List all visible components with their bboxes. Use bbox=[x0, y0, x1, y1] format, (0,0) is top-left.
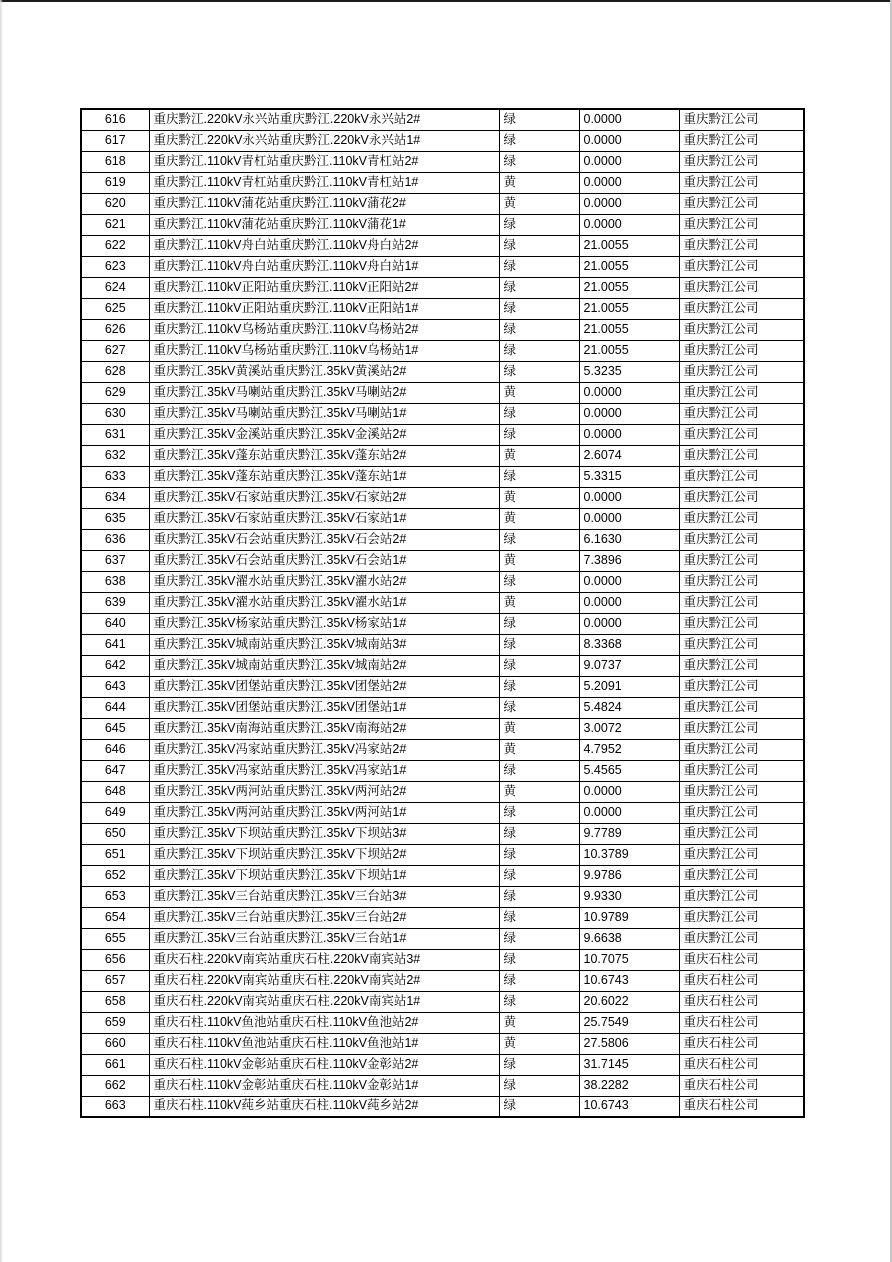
status-color: 绿 bbox=[499, 613, 579, 634]
row-number: 620 bbox=[81, 193, 149, 214]
company-name: 重庆石柱公司 bbox=[679, 991, 804, 1012]
value: 21.0055 bbox=[579, 277, 679, 298]
value: 10.6743 bbox=[579, 1096, 679, 1117]
table-row bbox=[81, 970, 804, 991]
status-color: 黄 bbox=[499, 1012, 579, 1033]
station-name: 重庆黔江.35kV濯水站重庆黔江.35kV濯水站1# bbox=[149, 592, 499, 613]
table-row bbox=[81, 1096, 804, 1117]
table-row bbox=[81, 487, 804, 508]
status-color: 绿 bbox=[499, 823, 579, 844]
status-color: 绿 bbox=[499, 886, 579, 907]
status-color: 黄 bbox=[499, 487, 579, 508]
row-number: 663 bbox=[81, 1096, 149, 1117]
station-name: 重庆黔江.35kV城南站重庆黔江.35kV城南站2# bbox=[149, 655, 499, 676]
value: 10.3789 bbox=[579, 844, 679, 865]
table-body bbox=[81, 109, 804, 1117]
row-number: 639 bbox=[81, 592, 149, 613]
company-name: 重庆石柱公司 bbox=[679, 1075, 804, 1096]
table-row bbox=[81, 151, 804, 172]
value: 10.6743 bbox=[579, 970, 679, 991]
table-row bbox=[81, 907, 804, 928]
value: 0.0000 bbox=[579, 592, 679, 613]
company-name: 重庆黔江公司 bbox=[679, 109, 804, 130]
row-number: 638 bbox=[81, 571, 149, 592]
value: 25.7549 bbox=[579, 1012, 679, 1033]
table-row bbox=[81, 193, 804, 214]
station-name: 重庆黔江.110kV正阳站重庆黔江.110kV正阳站1# bbox=[149, 298, 499, 319]
status-color: 绿 bbox=[499, 235, 579, 256]
status-color: 绿 bbox=[499, 970, 579, 991]
table-row bbox=[81, 1012, 804, 1033]
company-name: 重庆石柱公司 bbox=[679, 1054, 804, 1075]
row-number: 646 bbox=[81, 739, 149, 760]
row-number: 657 bbox=[81, 970, 149, 991]
company-name: 重庆黔江公司 bbox=[679, 865, 804, 886]
table-row bbox=[81, 676, 804, 697]
company-name: 重庆黔江公司 bbox=[679, 193, 804, 214]
table-row bbox=[81, 550, 804, 571]
value: 8.3368 bbox=[579, 634, 679, 655]
company-name: 重庆黔江公司 bbox=[679, 277, 804, 298]
table-row bbox=[81, 634, 804, 655]
status-color: 绿 bbox=[499, 760, 579, 781]
company-name: 重庆石柱公司 bbox=[679, 1012, 804, 1033]
value: 9.0737 bbox=[579, 655, 679, 676]
company-name: 重庆黔江公司 bbox=[679, 445, 804, 466]
station-name: 重庆黔江.35kV濯水站重庆黔江.35kV濯水站2# bbox=[149, 571, 499, 592]
row-number: 642 bbox=[81, 655, 149, 676]
row-number: 658 bbox=[81, 991, 149, 1012]
table-row bbox=[81, 739, 804, 760]
row-number: 624 bbox=[81, 277, 149, 298]
value: 2.6074 bbox=[579, 445, 679, 466]
table-row bbox=[81, 1054, 804, 1075]
station-name: 重庆石柱.220kV南宾站重庆石柱.220kV南宾站1# bbox=[149, 991, 499, 1012]
status-color: 绿 bbox=[499, 214, 579, 235]
company-name: 重庆石柱公司 bbox=[679, 1033, 804, 1054]
company-name: 重庆黔江公司 bbox=[679, 781, 804, 802]
row-number: 662 bbox=[81, 1075, 149, 1096]
value: 0.0000 bbox=[579, 781, 679, 802]
status-color: 黄 bbox=[499, 382, 579, 403]
table-row bbox=[81, 613, 804, 634]
row-number: 636 bbox=[81, 529, 149, 550]
company-name: 重庆黔江公司 bbox=[679, 235, 804, 256]
table-row bbox=[81, 1075, 804, 1096]
status-color: 绿 bbox=[499, 298, 579, 319]
row-number: 641 bbox=[81, 634, 149, 655]
value: 0.0000 bbox=[579, 571, 679, 592]
row-number: 640 bbox=[81, 613, 149, 634]
table-row bbox=[81, 319, 804, 340]
company-name: 重庆黔江公司 bbox=[679, 928, 804, 949]
company-name: 重庆黔江公司 bbox=[679, 592, 804, 613]
page-top-edge bbox=[0, 0, 892, 2]
company-name: 重庆黔江公司 bbox=[679, 739, 804, 760]
row-number: 652 bbox=[81, 865, 149, 886]
station-name: 重庆黔江.110kV正阳站重庆黔江.110kV正阳站2# bbox=[149, 277, 499, 298]
row-number: 631 bbox=[81, 424, 149, 445]
table-row bbox=[81, 571, 804, 592]
station-name: 重庆黔江.35kV下坝站重庆黔江.35kV下坝站3# bbox=[149, 823, 499, 844]
status-color: 绿 bbox=[499, 361, 579, 382]
table-row bbox=[81, 655, 804, 676]
company-name: 重庆黔江公司 bbox=[679, 550, 804, 571]
value: 31.7145 bbox=[579, 1054, 679, 1075]
value: 0.0000 bbox=[579, 193, 679, 214]
company-name: 重庆黔江公司 bbox=[679, 214, 804, 235]
value: 0.0000 bbox=[579, 613, 679, 634]
value: 5.2091 bbox=[579, 676, 679, 697]
station-name: 重庆石柱.110kV鱼池站重庆石柱.110kV鱼池站2# bbox=[149, 1012, 499, 1033]
status-color: 黄 bbox=[499, 739, 579, 760]
table-row bbox=[81, 340, 804, 361]
status-color: 绿 bbox=[499, 655, 579, 676]
company-name: 重庆黔江公司 bbox=[679, 844, 804, 865]
row-number: 661 bbox=[81, 1054, 149, 1075]
table-row bbox=[81, 466, 804, 487]
company-name: 重庆黔江公司 bbox=[679, 802, 804, 823]
value: 7.3896 bbox=[579, 550, 679, 571]
table-row bbox=[81, 823, 804, 844]
value: 21.0055 bbox=[579, 340, 679, 361]
table-row bbox=[81, 298, 804, 319]
table-row bbox=[81, 214, 804, 235]
station-name: 重庆黔江.35kV南海站重庆黔江.35kV南海站2# bbox=[149, 718, 499, 739]
company-name: 重庆黔江公司 bbox=[679, 907, 804, 928]
value: 5.3235 bbox=[579, 361, 679, 382]
row-number: 627 bbox=[81, 340, 149, 361]
row-number: 637 bbox=[81, 550, 149, 571]
row-number: 633 bbox=[81, 466, 149, 487]
table-row bbox=[81, 781, 804, 802]
table-row bbox=[81, 235, 804, 256]
company-name: 重庆黔江公司 bbox=[679, 529, 804, 550]
company-name: 重庆黔江公司 bbox=[679, 466, 804, 487]
station-name: 重庆黔江.35kV石家站重庆黔江.35kV石家站2# bbox=[149, 487, 499, 508]
table-row bbox=[81, 928, 804, 949]
status-color: 绿 bbox=[499, 697, 579, 718]
company-name: 重庆黔江公司 bbox=[679, 319, 804, 340]
company-name: 重庆黔江公司 bbox=[679, 130, 804, 151]
row-number: 634 bbox=[81, 487, 149, 508]
value: 9.7789 bbox=[579, 823, 679, 844]
value: 4.7952 bbox=[579, 739, 679, 760]
station-name: 重庆黔江.35kV金溪站重庆黔江.35kV金溪站2# bbox=[149, 424, 499, 445]
table-row bbox=[81, 424, 804, 445]
row-number: 621 bbox=[81, 214, 149, 235]
status-color: 绿 bbox=[499, 928, 579, 949]
station-name: 重庆黔江.35kV杨家站重庆黔江.35kV杨家站1# bbox=[149, 613, 499, 634]
status-color: 绿 bbox=[499, 844, 579, 865]
value: 21.0055 bbox=[579, 319, 679, 340]
status-color: 黄 bbox=[499, 172, 579, 193]
station-name: 重庆黔江.35kV下坝站重庆黔江.35kV下坝站1# bbox=[149, 865, 499, 886]
row-number: 654 bbox=[81, 907, 149, 928]
station-name: 重庆黔江.35kV马喇站重庆黔江.35kV马喇站2# bbox=[149, 382, 499, 403]
status-color: 黄 bbox=[499, 718, 579, 739]
status-color: 绿 bbox=[499, 256, 579, 277]
row-number: 651 bbox=[81, 844, 149, 865]
value: 0.0000 bbox=[579, 130, 679, 151]
status-color: 绿 bbox=[499, 634, 579, 655]
value: 5.4824 bbox=[579, 697, 679, 718]
company-name: 重庆黔江公司 bbox=[679, 655, 804, 676]
station-name: 重庆黔江.35kV下坝站重庆黔江.35kV下坝站2# bbox=[149, 844, 499, 865]
station-name: 重庆黔江.35kV三台站重庆黔江.35kV三台站1# bbox=[149, 928, 499, 949]
row-number: 616 bbox=[81, 109, 149, 130]
status-color: 绿 bbox=[499, 277, 579, 298]
status-color: 绿 bbox=[499, 991, 579, 1012]
station-name: 重庆黔江.110kV舟白站重庆黔江.110kV舟白站2# bbox=[149, 235, 499, 256]
value: 0.0000 bbox=[579, 151, 679, 172]
company-name: 重庆石柱公司 bbox=[679, 1096, 804, 1117]
company-name: 重庆黔江公司 bbox=[679, 403, 804, 424]
station-name: 重庆石柱.110kV莼乡站重庆石柱.110kV莼乡站2# bbox=[149, 1096, 499, 1117]
station-name: 重庆黔江.35kV两河站重庆黔江.35kV两河站2# bbox=[149, 781, 499, 802]
status-color: 绿 bbox=[499, 403, 579, 424]
row-number: 656 bbox=[81, 949, 149, 970]
station-name: 重庆黔江.220kV永兴站重庆黔江.220kV永兴站2# bbox=[149, 109, 499, 130]
station-name: 重庆黔江.35kV团堡站重庆黔江.35kV团堡站2# bbox=[149, 676, 499, 697]
company-name: 重庆黔江公司 bbox=[679, 256, 804, 277]
station-name: 重庆黔江.110kV舟白站重庆黔江.110kV舟白站1# bbox=[149, 256, 499, 277]
status-color: 绿 bbox=[499, 949, 579, 970]
row-number: 660 bbox=[81, 1033, 149, 1054]
company-name: 重庆黔江公司 bbox=[679, 382, 804, 403]
station-name: 重庆黔江.110kV蒲花站重庆黔江.110kV蒲花2# bbox=[149, 193, 499, 214]
value: 0.0000 bbox=[579, 403, 679, 424]
status-color: 绿 bbox=[499, 907, 579, 928]
table-row bbox=[81, 403, 804, 424]
table-row bbox=[81, 508, 804, 529]
row-number: 630 bbox=[81, 403, 149, 424]
row-number: 625 bbox=[81, 298, 149, 319]
status-color: 绿 bbox=[499, 151, 579, 172]
station-name: 重庆黔江.110kV乌杨站重庆黔江.110kV乌杨站1# bbox=[149, 340, 499, 361]
station-name: 重庆黔江.35kV蓬东站重庆黔江.35kV蓬东站1# bbox=[149, 466, 499, 487]
station-name: 重庆黔江.35kV团堡站重庆黔江.35kV团堡站1# bbox=[149, 697, 499, 718]
value: 21.0055 bbox=[579, 235, 679, 256]
table-row bbox=[81, 361, 804, 382]
table-row bbox=[81, 277, 804, 298]
station-name: 重庆黔江.110kV蒲花站重庆黔江.110kV蒲花1# bbox=[149, 214, 499, 235]
table-row bbox=[81, 865, 804, 886]
status-color: 绿 bbox=[499, 865, 579, 886]
value: 27.5806 bbox=[579, 1033, 679, 1054]
row-number: 653 bbox=[81, 886, 149, 907]
company-name: 重庆黔江公司 bbox=[679, 634, 804, 655]
company-name: 重庆黔江公司 bbox=[679, 760, 804, 781]
row-number: 632 bbox=[81, 445, 149, 466]
table-row bbox=[81, 109, 804, 130]
company-name: 重庆黔江公司 bbox=[679, 172, 804, 193]
status-color: 黄 bbox=[499, 193, 579, 214]
status-color: 绿 bbox=[499, 802, 579, 823]
value: 10.7075 bbox=[579, 949, 679, 970]
value: 3.0072 bbox=[579, 718, 679, 739]
station-name: 重庆黔江.35kV石会站重庆黔江.35kV石会站1# bbox=[149, 550, 499, 571]
station-name: 重庆黔江.35kV马喇站重庆黔江.35kV马喇站1# bbox=[149, 403, 499, 424]
row-number: 643 bbox=[81, 676, 149, 697]
company-name: 重庆黔江公司 bbox=[679, 718, 804, 739]
station-name: 重庆黔江.35kV三台站重庆黔江.35kV三台站3# bbox=[149, 886, 499, 907]
table-row bbox=[81, 760, 804, 781]
row-number: 617 bbox=[81, 130, 149, 151]
value: 5.3315 bbox=[579, 466, 679, 487]
company-name: 重庆黔江公司 bbox=[679, 340, 804, 361]
status-color: 绿 bbox=[499, 424, 579, 445]
station-name: 重庆黔江.110kV青杠站重庆黔江.110kV青杠站2# bbox=[149, 151, 499, 172]
station-name: 重庆黔江.35kV黄溪站重庆黔江.35kV黄溪站2# bbox=[149, 361, 499, 382]
table-row bbox=[81, 697, 804, 718]
company-name: 重庆黔江公司 bbox=[679, 151, 804, 172]
status-color: 黄 bbox=[499, 592, 579, 613]
table-row bbox=[81, 844, 804, 865]
station-name: 重庆黔江.35kV冯家站重庆黔江.35kV冯家站1# bbox=[149, 760, 499, 781]
station-name: 重庆石柱.110kV鱼池站重庆石柱.110kV鱼池站1# bbox=[149, 1033, 499, 1054]
row-number: 626 bbox=[81, 319, 149, 340]
value: 21.0055 bbox=[579, 256, 679, 277]
status-color: 黄 bbox=[499, 550, 579, 571]
status-color: 绿 bbox=[499, 130, 579, 151]
company-name: 重庆黔江公司 bbox=[679, 361, 804, 382]
row-number: 622 bbox=[81, 235, 149, 256]
row-number: 648 bbox=[81, 781, 149, 802]
row-number: 650 bbox=[81, 823, 149, 844]
row-number: 647 bbox=[81, 760, 149, 781]
value: 9.9330 bbox=[579, 886, 679, 907]
company-name: 重庆黔江公司 bbox=[679, 697, 804, 718]
station-name: 重庆石柱.110kV金彰站重庆石柱.110kV金彰站2# bbox=[149, 1054, 499, 1075]
row-number: 645 bbox=[81, 718, 149, 739]
table-row bbox=[81, 172, 804, 193]
company-name: 重庆黔江公司 bbox=[679, 823, 804, 844]
value: 38.2282 bbox=[579, 1075, 679, 1096]
row-number: 635 bbox=[81, 508, 149, 529]
station-name: 重庆黔江.35kV石家站重庆黔江.35kV石家站1# bbox=[149, 508, 499, 529]
row-number: 619 bbox=[81, 172, 149, 193]
value: 0.0000 bbox=[579, 508, 679, 529]
row-number: 649 bbox=[81, 802, 149, 823]
status-color: 黄 bbox=[499, 781, 579, 802]
company-name: 重庆黔江公司 bbox=[679, 613, 804, 634]
row-number: 659 bbox=[81, 1012, 149, 1033]
value: 0.0000 bbox=[579, 109, 679, 130]
company-name: 重庆黔江公司 bbox=[679, 571, 804, 592]
status-color: 绿 bbox=[499, 319, 579, 340]
station-name: 重庆黔江.35kV蓬东站重庆黔江.35kV蓬东站2# bbox=[149, 445, 499, 466]
value: 20.6022 bbox=[579, 991, 679, 1012]
value: 0.0000 bbox=[579, 487, 679, 508]
value: 0.0000 bbox=[579, 214, 679, 235]
company-name: 重庆黔江公司 bbox=[679, 886, 804, 907]
page-left-edge bbox=[0, 0, 3, 1262]
table-row bbox=[81, 130, 804, 151]
status-color: 绿 bbox=[499, 1096, 579, 1117]
company-name: 重庆黔江公司 bbox=[679, 424, 804, 445]
status-color: 绿 bbox=[499, 529, 579, 550]
company-name: 重庆黔江公司 bbox=[679, 508, 804, 529]
value: 0.0000 bbox=[579, 424, 679, 445]
row-number: 618 bbox=[81, 151, 149, 172]
status-color: 绿 bbox=[499, 466, 579, 487]
table-row bbox=[81, 529, 804, 550]
table-row bbox=[81, 1033, 804, 1054]
value: 6.1630 bbox=[579, 529, 679, 550]
table-row bbox=[81, 949, 804, 970]
row-number: 628 bbox=[81, 361, 149, 382]
status-color: 绿 bbox=[499, 109, 579, 130]
station-name: 重庆石柱.220kV南宾站重庆石柱.220kV南宾站2# bbox=[149, 970, 499, 991]
value: 5.4565 bbox=[579, 760, 679, 781]
station-name: 重庆黔江.35kV城南站重庆黔江.35kV城南站3# bbox=[149, 634, 499, 655]
table-row bbox=[81, 991, 804, 1012]
table-row bbox=[81, 256, 804, 277]
status-color: 黄 bbox=[499, 508, 579, 529]
row-number: 655 bbox=[81, 928, 149, 949]
value: 9.6638 bbox=[579, 928, 679, 949]
company-name: 重庆石柱公司 bbox=[679, 949, 804, 970]
status-color: 绿 bbox=[499, 571, 579, 592]
station-name: 重庆黔江.35kV两河站重庆黔江.35kV两河站1# bbox=[149, 802, 499, 823]
station-name: 重庆黔江.220kV永兴站重庆黔江.220kV永兴站1# bbox=[149, 130, 499, 151]
status-color: 绿 bbox=[499, 340, 579, 361]
table-row bbox=[81, 718, 804, 739]
status-color: 黄 bbox=[499, 445, 579, 466]
row-number: 644 bbox=[81, 697, 149, 718]
table-row bbox=[81, 886, 804, 907]
row-number: 623 bbox=[81, 256, 149, 277]
value: 0.0000 bbox=[579, 802, 679, 823]
value: 10.9789 bbox=[579, 907, 679, 928]
table-row bbox=[81, 802, 804, 823]
status-color: 绿 bbox=[499, 1075, 579, 1096]
company-name: 重庆黔江公司 bbox=[679, 298, 804, 319]
station-name: 重庆黔江.35kV三台站重庆黔江.35kV三台站2# bbox=[149, 907, 499, 928]
value: 21.0055 bbox=[579, 298, 679, 319]
company-name: 重庆黔江公司 bbox=[679, 676, 804, 697]
status-color: 绿 bbox=[499, 1054, 579, 1075]
company-name: 重庆石柱公司 bbox=[679, 970, 804, 991]
value: 0.0000 bbox=[579, 382, 679, 403]
value: 0.0000 bbox=[579, 172, 679, 193]
station-name: 重庆石柱.110kV金彰站重庆石柱.110kV金彰站1# bbox=[149, 1075, 499, 1096]
status-color: 黄 bbox=[499, 1033, 579, 1054]
value: 9.9786 bbox=[579, 865, 679, 886]
station-name: 重庆石柱.220kV南宾站重庆石柱.220kV南宾站3# bbox=[149, 949, 499, 970]
station-data-table bbox=[80, 108, 805, 1118]
row-number: 629 bbox=[81, 382, 149, 403]
status-color: 绿 bbox=[499, 676, 579, 697]
table-row bbox=[81, 382, 804, 403]
table-row bbox=[81, 445, 804, 466]
station-name: 重庆黔江.35kV冯家站重庆黔江.35kV冯家站2# bbox=[149, 739, 499, 760]
station-name: 重庆黔江.35kV石会站重庆黔江.35kV石会站2# bbox=[149, 529, 499, 550]
company-name: 重庆黔江公司 bbox=[679, 487, 804, 508]
station-name: 重庆黔江.110kV乌杨站重庆黔江.110kV乌杨站2# bbox=[149, 319, 499, 340]
station-name: 重庆黔江.110kV青杠站重庆黔江.110kV青杠站1# bbox=[149, 172, 499, 193]
table-row bbox=[81, 592, 804, 613]
